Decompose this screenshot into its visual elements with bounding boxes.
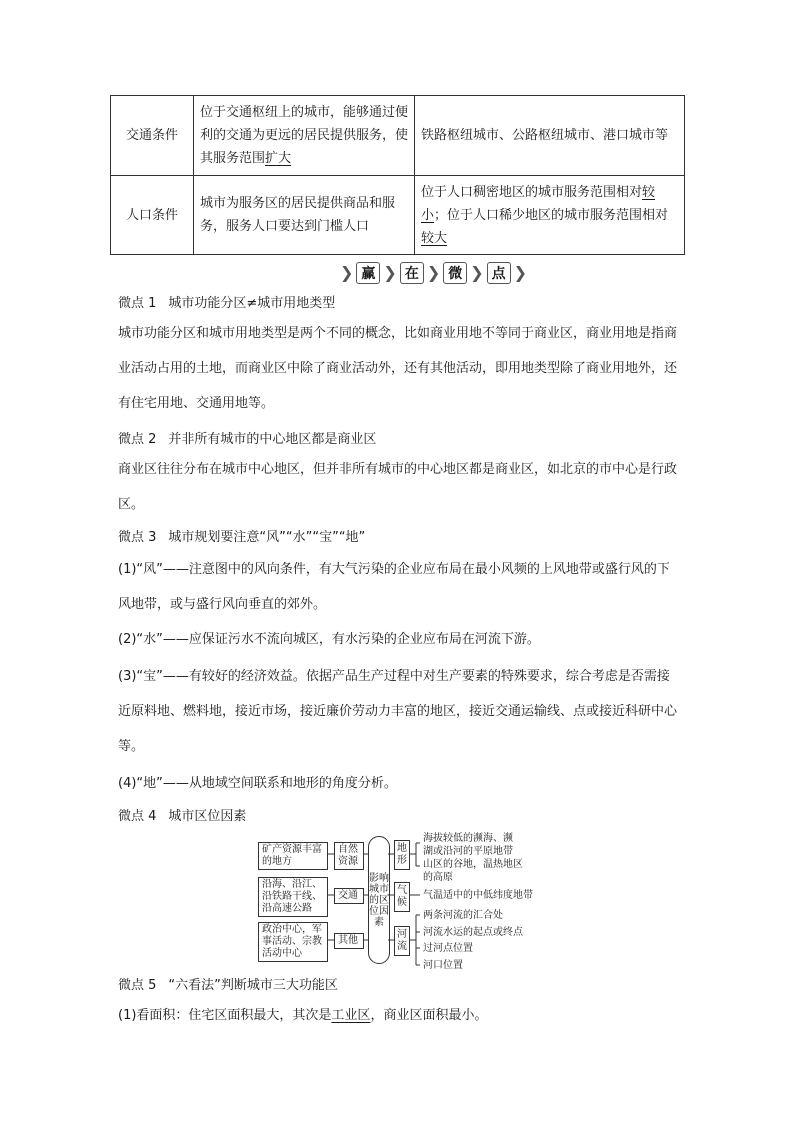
banner-char: 微 xyxy=(443,262,467,284)
terrain-text: 的高原 xyxy=(423,872,453,883)
point-paragraph: (1)“风”——注意图中的风向条件，有大气污染的企业应布局在最小风频的上风地带或盛行风的下风地带，或与盛行风向垂直的郊外。 xyxy=(118,562,670,612)
factor-label: 气候 xyxy=(394,882,410,912)
point-heading: 微点 3 城市规划要注意“风”“水”“宝”“地” xyxy=(118,530,366,545)
location-factors-diagram xyxy=(258,830,558,970)
examples-cell: 铁路枢纽城市、公路枢纽城市、港口城市等 xyxy=(415,96,685,176)
condition-cell: 交通条件 xyxy=(111,96,194,176)
terrain-text: 湖或沿河的平原地带 xyxy=(423,846,513,857)
banner-char: 点 xyxy=(487,262,511,284)
climate-text: 气温适中的中低纬度地带 xyxy=(423,890,533,901)
chevron-right-icon: ❯ xyxy=(470,263,484,282)
point-paragraph: (2)“水”——应保证污水不流向城区，有水污染的企业应布局在河流下游。 xyxy=(118,632,540,647)
point-paragraph: 商业区往往分布在城市中心地区，但并非所有城市的中心地区都是商业区，如北京的市中心是行政区。 xyxy=(118,462,678,512)
point-heading: 微点 5 “六看法”判断城市三大功能区 xyxy=(118,978,338,993)
terrain-text: 山区的谷地，温热地区 xyxy=(423,859,523,870)
river-item: 过河点位置 xyxy=(423,943,473,954)
banner-char: 在 xyxy=(400,262,424,284)
point-heading: 微点 4 城市区位因素 xyxy=(118,809,247,824)
description-cell: 位于交通枢纽上的城市，能够通过便利的交通为更远的居民提供服务，使其服务范围扩大 xyxy=(194,96,415,176)
factor-detail-box: 矿产资源丰富的地方 xyxy=(258,842,328,870)
examples-cell: 位于人口稠密地区的城市服务范围相对较小；位于人口稀少地区的城市服务范围相对较大 xyxy=(415,176,685,255)
description-cell: 城市为服务区的居民提供商品和服务，服务人口要达到门槛人口 xyxy=(194,176,415,255)
point-heading: 微点 1 城市功能分区≠城市用地类型 xyxy=(118,296,336,311)
factor-label: 其他 xyxy=(334,933,364,949)
factor-detail-box: 政治中心，军事活动、宗教活动中心 xyxy=(258,922,328,962)
point-paragraph: (1)看面积：住宅区面积最大，其次是工业区，商业区面积最小。 xyxy=(118,1008,488,1023)
river-item: 河口位置 xyxy=(423,960,463,971)
chevron-right-icon: ❯ xyxy=(426,263,441,282)
point-paragraph: (4)“地”——从地域空间联系和地形的角度分析。 xyxy=(118,776,397,791)
river-item: 河流水运的起点或终点 xyxy=(423,927,523,938)
point-paragraph: (3)“宝”——有较好的经济效益。依据产品生产过程中对生产要素的特殊要求，综合考虑是否需接近原料地、燃料地，接近市场，接近廉价劳动力丰富的地区，接近交通运输线、点或接近科研中心等。 xyxy=(118,669,678,754)
condition-cell: 人口条件 xyxy=(111,176,194,255)
river-item: 两条河流的汇合处 xyxy=(423,910,503,921)
point-paragraph: 城市功能分区和城市用地类型是两个不同的概念，比如商业用地不等同于商业区，商业用地是指商业活动占用的土地，而商业区中除了商业活动外，还有其他活动，即用地类型除了商业用地外，还有住宅用地、交通用地等。 xyxy=(118,326,678,411)
section-banner xyxy=(340,262,527,284)
factor-detail-box: 沿海、沿江、沿铁路干线、沿高速公路 xyxy=(258,877,328,917)
point-heading: 微点 2 并非所有城市的中心地区都是商业区 xyxy=(118,432,377,447)
terrain-text: 海拔较低的濒海、濒 xyxy=(423,833,513,844)
factor-label: 自然资源 xyxy=(334,842,364,870)
table-row xyxy=(111,96,685,176)
central-factor: 影响城市的区位因素 xyxy=(368,836,390,964)
factor-label: 交通 xyxy=(334,888,364,904)
chevron-right-icon: ❯ xyxy=(340,263,354,282)
table-row xyxy=(111,176,685,255)
factor-label: 河流 xyxy=(394,926,410,956)
banner-char: 赢 xyxy=(356,262,380,284)
factor-label: 地形 xyxy=(394,840,410,870)
urban-conditions-table xyxy=(110,95,685,255)
chevron-right-icon: ❯ xyxy=(513,263,528,282)
chevron-right-icon: ❯ xyxy=(383,263,397,282)
